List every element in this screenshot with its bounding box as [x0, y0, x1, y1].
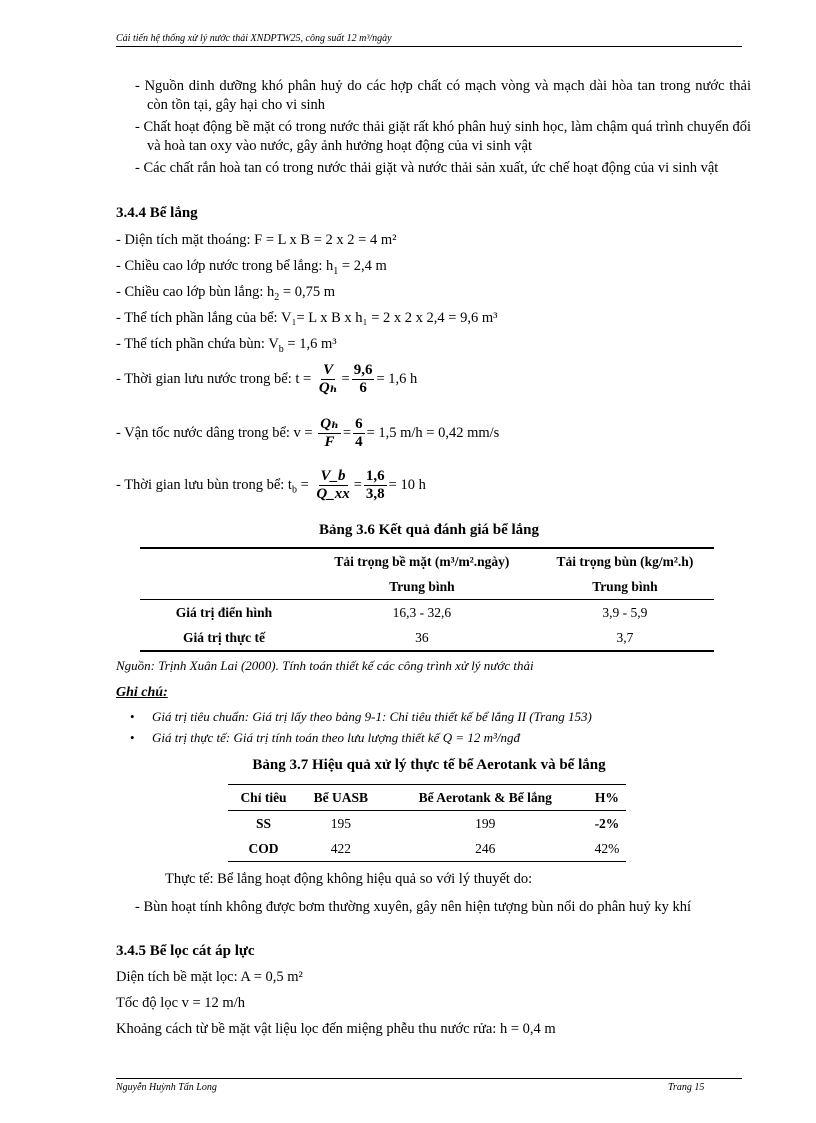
- line-settle-volume: [116, 310, 497, 327]
- table-header-row: [228, 785, 626, 811]
- cell: 36: [415, 629, 429, 645]
- symbol: V: [268, 336, 279, 352]
- result: = 1,5 m/h = 0,42 mm/s: [366, 424, 500, 441]
- subscript: b: [291, 484, 297, 496]
- table-row: [140, 625, 714, 651]
- label: - Vận tốc nước dâng trong bể: v =: [116, 424, 313, 441]
- col-header: H%: [594, 789, 619, 805]
- fraction-numeric: $\frac{1,6}{3,8}$: [365, 468, 385, 502]
- line-water-height: [116, 258, 387, 277]
- row-label: COD: [248, 840, 279, 856]
- col-header: Tải trọng bùn (kg/m².h): [556, 553, 694, 569]
- cell: 195: [330, 815, 351, 831]
- line-surface-area: [116, 232, 396, 249]
- filter-area: Diện tích bề mặt lọc: A = 0,5 m²: [116, 969, 303, 985]
- table-37: [228, 784, 626, 862]
- result: = 1,6 h: [376, 370, 418, 387]
- col-header: Bể UASB: [313, 789, 369, 805]
- conclusion-bullet: - Bùn hoạt tính không được bơm thường xuyên, gây nên hiện tượng bùn nổi do phân huỷ ky khí: [135, 899, 692, 915]
- footer-rule: [116, 1078, 742, 1079]
- fraction-numeric: $\frac{6}{4}$: [355, 416, 363, 450]
- bullet-dot-icon: •: [130, 709, 135, 724]
- fraction-symbolic: $\frac{V}{\text{Qₕ}}$: [318, 362, 338, 396]
- label: - Thời gian lưu bùn trong bể: t: [116, 476, 292, 493]
- section-title-345: 3.4.5 Bể lọc cát áp lực: [116, 943, 255, 959]
- cell: 16,3 - 32,6: [392, 604, 452, 620]
- filter-distance: Khoảng cách từ bề mặt vật liệu lọc đến miệng phễu thu nước rửa: h = 0,4 m: [116, 1021, 556, 1037]
- table-36: [140, 547, 714, 652]
- row-label: Giá trị điển hình: [175, 604, 273, 620]
- result: = 10 h: [388, 476, 426, 493]
- label: - Diện tích mặt thoáng:: [116, 232, 251, 248]
- row-label: SS: [255, 815, 272, 831]
- expr: V₁= L x B x h₁ = 2 x 2 x 2,4 = 9,6 m³: [280, 310, 498, 326]
- line-sludge-height: [116, 284, 335, 303]
- bullet-nutrients: - Nguồn dinh dưỡng khó phân huỷ do các hợp chất có mạch vòng và mạch dài hòa tan trong nước thải còn tồn tại, gây hại cho vi sinh: [135, 78, 751, 113]
- table-row: [140, 600, 714, 626]
- running-header: Cải tiến hệ thống xử lý nước thải XNDPTW25, công suất 12 m³/ngày: [116, 33, 392, 44]
- cell: -2%: [594, 815, 620, 831]
- cell: 42%: [594, 840, 620, 856]
- equals: =: [300, 476, 309, 493]
- line-retention-time: - Thời gian lưu nước trong bể: t = $\frac{V}{\text{Qₕ}}$ = $\frac{9,6}{6}$ = 1,6 h: [116, 362, 418, 396]
- section-title-344: 3.4.4 Bể lắng: [116, 205, 198, 221]
- filter-rate: Tốc độ lọc v = 12 m/h: [116, 995, 245, 1011]
- table-row: [228, 836, 626, 862]
- subscript: b: [278, 343, 284, 355]
- bullet-surfactants: - Chất hoạt động bề mặt có trong nước thải giặt rất khó phân huỷ sinh học, làm chậm quá trình chuyển đổi và hoà tan oxy vào nước, gây ảnh hưởng hoạt động của vi sinh vật: [135, 119, 751, 154]
- footer-author: Nguyễn Huỳnh Tấn Long: [116, 1082, 217, 1093]
- line-sludge-volume: [116, 336, 337, 355]
- notes-title: Ghi chú:: [116, 685, 168, 700]
- table37-caption: Bảng 3.7 Hiệu quả xử lý thực tế bể Aerotank và bể lắng: [252, 757, 606, 773]
- note-item: • Giá trị thực tế: Giá trị tính toán theo lưu lượng thiết kế Q = 12 m³/ngđ: [130, 730, 521, 745]
- value: = 1,6 m³: [287, 336, 337, 352]
- table36-caption: Bảng 3.6 Kết quả đánh giá bể lắng: [318, 522, 540, 538]
- conclusion-text: Thực tế: Bể lắng hoạt động không hiệu quả so với lý thuyết do:: [165, 871, 533, 887]
- col-header: Tải trọng bề mặt (m³/m².ngày): [334, 553, 510, 569]
- label: - Thời gian lưu nước trong bể: t =: [116, 370, 312, 387]
- cell: 199: [475, 815, 496, 831]
- fraction-symbolic: $\frac{\text{Qₕ}}{F}$: [320, 416, 339, 450]
- col-subheader: Trung bình: [592, 578, 658, 594]
- label: - Chiều cao lớp nước trong bể lắng:: [116, 258, 323, 274]
- label: - Thể tích phần lắng của bể:: [116, 310, 278, 326]
- label: - Thể tích phần chứa bùn:: [116, 336, 265, 352]
- table-subheader-row: [140, 574, 714, 600]
- value: = 2,4 m: [341, 258, 387, 274]
- cell: 3,9 - 5,9: [602, 604, 648, 620]
- line-sludge-time: - Thời gian lưu bùn trong bể: $t_b$ = $\frac{V\_b}{Q\_xx}$ = $\frac{1,6}{3,8}$ = 10 h: [116, 468, 426, 502]
- bullet-dot-icon: •: [130, 730, 135, 745]
- header-rule: [116, 46, 742, 47]
- col-header: Chỉ tiêu: [240, 789, 287, 805]
- row-label: Giá trị thực tế: [183, 629, 265, 645]
- subscript: 1: [333, 265, 339, 277]
- bullet-dissolved-solids: - Các chất rắn hoà tan có trong nước thải giặt và nước thải sản xuất, ức chế hoạt động của vi sinh vật: [135, 160, 719, 176]
- label: - Chiều cao lớp bùn lắng:: [116, 284, 264, 300]
- line-velocity: - Vận tốc nước dâng trong bể: v = $\frac{\text{Qₕ}}{F}$ = $\frac{6}{4}$ = 1,5 m/h = 0,42 mm/s: [116, 416, 500, 450]
- source-note: Nguồn: Trịnh Xuân Lai (2000). Tính toán thiết kế các công trình xử lý nước thải: [116, 658, 534, 673]
- footer-page: Trang 15: [668, 1082, 705, 1093]
- col-header: Bể Aerotank & Bể lắng: [418, 789, 552, 805]
- col-subheader: Trung bình: [389, 578, 455, 594]
- fraction-numeric: $\frac{9,6}{6}$: [353, 362, 373, 396]
- subscript: 2: [274, 291, 280, 303]
- symbol: h: [326, 258, 334, 274]
- table-header-row: [140, 548, 714, 574]
- symbol: h: [267, 284, 275, 300]
- fraction-symbolic: $\frac{V\_b}{Q\_xx}$: [316, 468, 350, 502]
- cell: 246: [475, 840, 496, 856]
- value: = 0,75 m: [282, 284, 335, 300]
- note-item: • Giá trị tiêu chuẩn: Giá trị lấy theo bảng 9-1: Chỉ tiêu thiết kế bể lắng II (Trang 153): [130, 709, 592, 724]
- expr: F = L x B = 2 x 2 = 4 m²: [254, 232, 397, 248]
- cell: 422: [330, 840, 351, 856]
- cell: 3,7: [616, 629, 634, 645]
- table-row: [228, 811, 626, 837]
